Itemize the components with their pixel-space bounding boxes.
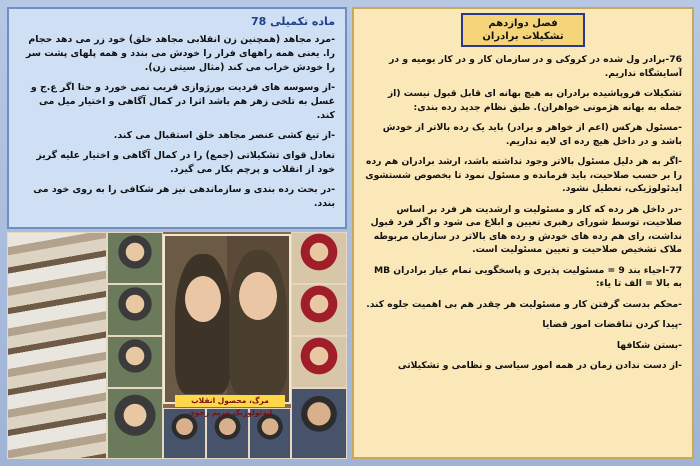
victims-photo <box>7 232 107 459</box>
chapter-title: فصل دوازدهم <box>488 18 558 29</box>
supplement-paragraph: -در بحث رده بندی و سازماندهی نیز هر شکافی را به روی خود می بندد. <box>33 184 335 209</box>
photo-collage <box>7 232 347 459</box>
chapter-subtitle: تشکیلات برادران <box>482 31 564 42</box>
portrait-photo <box>107 284 163 336</box>
chapter-paragraph: تشکیلات فروپاشیده برادران به هیچ بهانه ای قابل قبول نیست (از جمله به بهانه هژمونی خواهران). طبق نظام جدید رده بندی: <box>387 88 682 113</box>
chapter-paragraph: -اگر به هر دلیل مسئول بالاتر وجود نداشته باشد، ارشد برادران هم رده را بر حسب صلاحیت، باید فرمانده و مسئول نمود تا بخصوص شستشوی ایدئولوژیکی، تعطیل نشود. <box>365 156 682 194</box>
chapter-paragraph: -مسئول هرکس (اعم از خواهر و برادر) باید یک رده بالاتر از خودش باشد و در داخل هیچ رده ای لایه نداریم. <box>382 122 682 147</box>
supplement-paragraph: -از وسوسه های فردیت بورژوازی فریب نمی خورد و حتا اگر ع.ج و غسل به تلخی زهر هم باشد اثرا در کمال آگاهی و اختیار میل می کند. <box>30 82 335 121</box>
portrait-photo <box>291 232 347 284</box>
portrait-photo <box>291 284 347 336</box>
portrait-photo <box>107 232 163 284</box>
portrait-photo <box>107 336 163 388</box>
chapter-paragraph: -بستن شکافها <box>616 339 682 351</box>
supplement-title: ماده تکمیلی 78 <box>250 15 335 28</box>
portrait-photo <box>291 336 347 388</box>
chapter-paragraph: -از دست ندادن زمان در همه امور سیاسی و نظامی و تشکیلاتی <box>397 360 682 371</box>
collage-caption: مرگ، محصول انقلاب ایدئولوژیک مریم رجوی <box>175 395 285 407</box>
two-women-photo <box>163 234 291 404</box>
supplement-paragraph: -از تیغ کشی عنصر مجاهد خلق استقبال می کند. <box>113 130 335 141</box>
chapter-panel <box>352 7 694 459</box>
portrait-photo <box>291 388 347 459</box>
chapter-paragraph: -پیدا کردن تناقضات امور قضایا <box>542 319 682 330</box>
supplement-panel <box>7 7 347 229</box>
supplement-paragraph: تعادل قوای تشکیلاتی (جمع) را در کمال آگاهی و اختیار علیه گریز خود از انقلاب و پرچم بکار می گیرد. <box>36 150 335 175</box>
chapter-paragraph: 77-احیاء بند 9 = مسئولیت پذیری و پاسخگویی تمام عیار برادران MB به بالا = الف تا یاء: <box>373 264 682 289</box>
portrait-photo <box>107 388 163 459</box>
chapter-paragraph: 76-برادر ول شده در کروکی و در سازمان کار و در کار یومیه و در آسایشگاه نداریم. <box>389 54 682 79</box>
chapter-title-box <box>461 13 585 47</box>
chapter-paragraph: -محکم بدست گرفتن کار و مسئولیت هر چقدر هم بی اهمیت جلوه کند. <box>366 298 682 310</box>
chapter-paragraph: -در داخل هر رده که کار و مسئولیت و ارشدیت هر فرد بر اساس صلاحیت، توسط شورای رهبری تعیین و ابلاغ می شود و اگر فرد قبول نداشت، رای هم رده های خودش و رده های بالاتر در سازمان مربوطه ملاک تشخیص صلاحیت و تعیین مسئولیت است. <box>370 203 682 255</box>
supplement-paragraph: -مرد مجاهد (همچنین زن انقلابی مجاهد خلق) خود زر می دهد حجام را. یعنی همه راههای فرار را خودش می بندد و همه پلهای پشت سر را خودش خراب می کند (مثال سیتی زن). <box>25 34 335 73</box>
